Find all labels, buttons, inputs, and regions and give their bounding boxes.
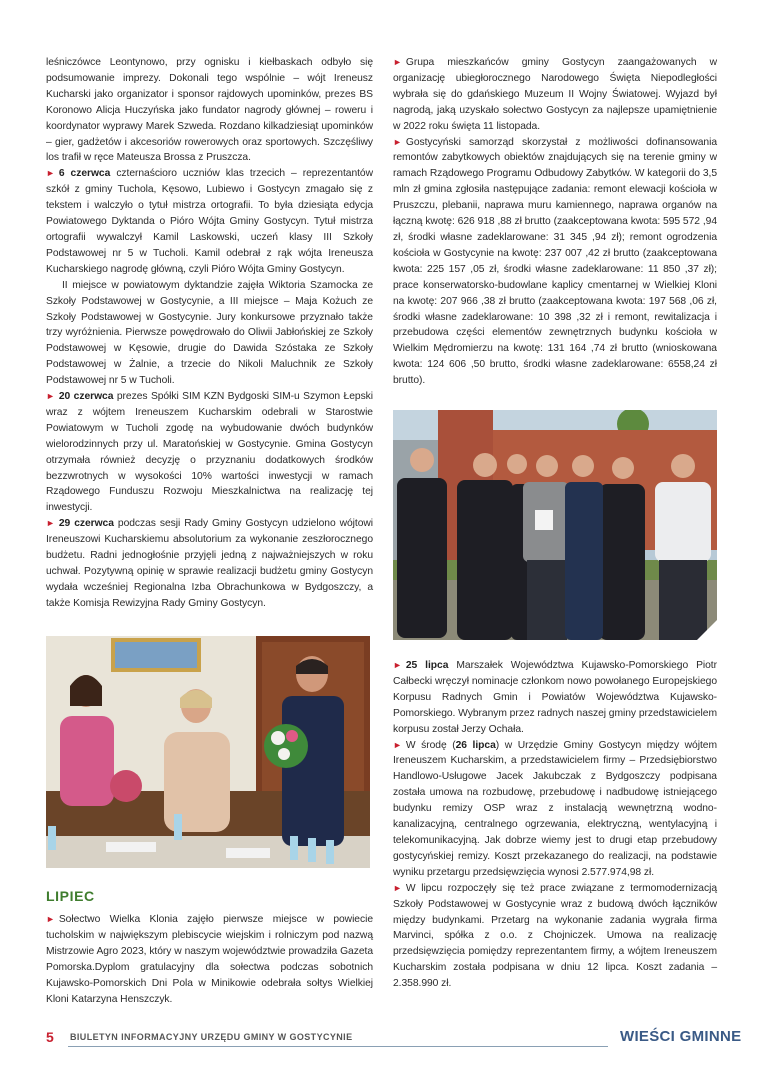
photo-church-group bbox=[393, 410, 717, 640]
article-paragraph bbox=[393, 658, 717, 738]
article-paragraph bbox=[393, 135, 717, 390]
date-label: 25 lipca bbox=[405, 660, 449, 671]
article-text: ) w Urzędzie Gminy Gostycyn między wójtem Ireneuszem Kucharskim, a przedstawicielem firmy – Przedsiębiorstwo Handlowo-Usługowe Jacek Jakubczak z Bydgoszczy podpisana została umowa na rozbudowę, przebudowę i nadbudowę istniejącego budynku remizy OSP wraz z instalacją wewnętrzną wodno-kanalizacyjną, centralnego ogrzewania, elektryczną, wentylacyjną i telekomunikacyjną. Jak dobrze wiemy jest to drugi etap przebudowy gostycyńskiej remizy. Koszt przekazanego do realizacji, na podstawie wyniku przetargu przedsięwzięcia wynosi 2.577.974,98 zł. bbox=[393, 739, 717, 878]
article-text: W środę ( bbox=[405, 739, 456, 751]
article-text: podczas sesji Rady Gminy Gostycyn udzielono wójtowi Ireneuszowi Kucharskiemu absolutorium za wykonanie zeszłorocznego budżetu. Radni jednogłośnie przyjęli jedną z najważniejszych w roku uchwał. Pozytywną opinię w sprawie realizacji budżetu gminy Gostycyn wydała wcześniej Regionalna Izba Obrachunkowa w Bydgoszczy, a także Komisja Rewizyjna Rady Gminy Gostycyn. bbox=[46, 518, 374, 609]
article-paragraph bbox=[46, 912, 373, 1007]
bullet-icon: ► bbox=[393, 882, 402, 893]
date-label: 6 czerwca bbox=[58, 168, 111, 180]
article-text: Gostycyński samorząd skorzystał z możliwości dofinansowania remontów zabytkowych obiektów znajdujących się na terenie gminy w ramach Rządowego Programu Odbudowy Zabytków. W kategorii do 3,5 mln zł gmina zgłosiła następujące zadania: remont elewacji kościoła w Pruszczu, plebanii, naprawa muru kamiennego, naprawa organów na łączną kwotę: 626 918 ,88 zł brutto (zaakceptowana kwota: 595 572 ,94 zł, środki własne zadeklarowane: 31 345 ,94 zł); remont ogrodzenia kościoła w Gostycynie na kwotę: 237 007 ,42 zł brutto (zaakceptowana kwota: 225 157 ,05 zł, środki własne zadeklarowane: 11 850 ,37 zł); prace konserwatorsko-budowlane kaplicy cmentarnej w Wielkiej Kloni na kwotę: 207 966 ,38 zł brutto (zaakceptowana kwota: 197 568 ,06 zł, środki własne zadeklarowane: 10 398 ,32 zł i remont, rewitalizacja i przebudowa części elementów zewnętrznych budynku kościoła w Wielkim Mędromierzu na kwotę: 131 164 ,74 zł brutto (wnioskowana kwota: 124 606 ,50 brutto, środki własne zadeklarowane: 6558,24 zł brutto). bbox=[393, 136, 717, 387]
date-label: 29 czerwca bbox=[58, 518, 114, 530]
section-heading-lipiec: LIPIEC bbox=[46, 888, 95, 904]
article-text: Sołectwo Wielka Klonia zajęło pierwsze miejsce w powiecie tucholskim w największym plebiscycie wiejskim i rolniczym pod nazwą Mistrzowie Agro 2023, który w naszym województwie prowadziła Gazeta Pomorska.Dyplom gratulacyjny dla sołectwa podczas sobotnich Kujawsko-Pomorskich Dni Pola w Minikowie odebrała sołtys Wielkiej Kloni Katarzyna Henszczyk. bbox=[46, 914, 373, 1005]
photo-church-group-image bbox=[393, 410, 717, 640]
bullet-icon: ► bbox=[46, 914, 55, 924]
article-paragraph bbox=[393, 738, 717, 881]
article-paragraph bbox=[46, 389, 373, 516]
brand-logo: WIEŚCI GMINNE bbox=[620, 1028, 742, 1045]
publication-title: BIULETYN INFORMACYJNY URZĘDU GMINY W GOSTYCYNIE bbox=[70, 1032, 353, 1042]
article-paragraph bbox=[393, 55, 717, 135]
bullet-icon: ► bbox=[46, 168, 55, 179]
photo-council-session-image bbox=[46, 636, 370, 868]
lipiec-section bbox=[46, 912, 373, 1007]
article-paragraph bbox=[46, 166, 373, 277]
date-label: 26 lipca bbox=[455, 739, 496, 751]
article-text: Marszałek Województwa Kujawsko-Pomorskiego Piotr Całbecki wręczył nominacje członkom nowo powołanego Europejskiego Korpusu Radnych Gmin i Powiatów Województwa Kujawsko-Pomorskiego. Wybranym przez radnych naszej gminy przedstawicielem korpusu został Jerzy Ochała. bbox=[393, 660, 717, 735]
article-paragraph: II miejsce w powiatowym dyktandzie zajęła Wiktoria Szamocka ze Szkoły Podstawowej w Gostycynie, a III miejsce – Maja Kożuch ze Szkoły Podstawowej w Gostycynie. Jury konkursowe przyznało także trzy wyróżnienia. Pierwsze powędrowało do Oliwii Jabłońskiej ze Szkoły Podstawowej w Kęsowie, drugie do Dawida Szóstaka ze Szkoły Podstawowej w Żalnie, a trzecie do Nikoli Maluchnik ze Szkoły Podstawowej nr 5 w Tucholi. bbox=[46, 279, 373, 387]
right-column-bottom bbox=[393, 658, 717, 992]
article-text: Grupa mieszkańców gminy Gostycyn zaangażowanych w organizację ubiegłorocznego Narodowego Święta Niepodległości wybrała się do gdańskiego Muzeum II Wojny Światowej. Wyjazd był nagrodą, jaką uzyskało sołectwo Gostycyn za najlepsze upamiętnienie w 2022 roku święta 11 listopada. bbox=[393, 57, 717, 132]
bullet-icon: ► bbox=[393, 57, 402, 67]
article-paragraph bbox=[393, 881, 717, 992]
left-column bbox=[46, 55, 373, 612]
article-paragraph bbox=[46, 516, 373, 611]
article-text: W lipcu rozpoczęły się też prace związane z termomodernizacją Szkoły Podstawowej w Gostycynie wraz z budową dwóch łączników między budynkami. Przetarg na wykonanie zadania wygrała firma Marvinci, spółka z o.o. z Chojniczek. Umowa na realizację przedsięwzięcia pomiędzy reprezentantem firmy, a wójtem Ireneuszem Kucharskim została podpisana w dniu 12 lipca. Koszt zadania – 2.358.990 zł. bbox=[393, 882, 717, 990]
bullet-icon: ► bbox=[393, 660, 402, 670]
right-column-top bbox=[393, 55, 717, 389]
article-paragraph: leśniczówce Leontynowo, przy ognisku i kiełbaskach odbyło się podsumowanie imprezy. Dokonali tego wspólnie – wójt Ireneusz Kucharski jako organizator i sponsor rajdowych upominków, prezes BS Koronowo Alicja Huczyńska jako fundator nagrody głównej – roweru i koordynator wyprawy Marek Szweda. Rozdano kilkadziesiąt upominków – gier, gadżetów i akcesoriów rowerowych oraz sportowych. Szczęśliwy los trafił w ręce Mateusza Brossa z Pruszcza. bbox=[46, 57, 373, 164]
article-text: czternaścioro uczniów klas trzecich – reprezentantów szkół z gminy Tuchola, Kęsowo, Lubiewo i Gostycyn zmagało się z tekstem i walczyło o tytuł mistrza ortografii. To była dziesiąta edycja Powiatowego Dyktanda o Pióro Wójta Gminy Gostycyn. Tytuł mistrza ortografii wywalczył Kamil Laskowski, uczeń klasy III Szkoły Podstawowej nr 5 w Tucholi. Kamil odebrał z rąk wójta Ireneusza Kucharskiego nagrodę główną, czyli Pióro Wójta Gminy Gostycyn. bbox=[46, 168, 373, 275]
photo-council-session bbox=[46, 636, 370, 868]
article-text: prezes Spółki SIM KZN Bydgoski SIM-u Szymon Łepski wraz z wójtem Ireneuszem Kucharskim odebrali w Starostwie Powiatowym w Tucholi zgodę na wybudowanie dwóch budynków wielorodzinnych przy ul. Maratońskiej w Gostycynie. Gmina Gostycyn otrzymała również decyzję o przyznaniu dodatkowych środków bezzwrotnych w wysokości 10% wartości inwestycji w ramach Rządowego Funduszu Rozwoju Mieszkalnictwa na realizację tej inwestycji. bbox=[46, 391, 373, 514]
page-number: 5 bbox=[46, 1029, 54, 1045]
bullet-icon: ► bbox=[393, 739, 402, 750]
date-label: 20 czerwca bbox=[58, 391, 114, 403]
footer-divider bbox=[68, 1046, 608, 1047]
bullet-icon: ► bbox=[393, 136, 402, 147]
bullet-icon: ► bbox=[46, 518, 55, 529]
bullet-icon: ► bbox=[46, 391, 55, 402]
